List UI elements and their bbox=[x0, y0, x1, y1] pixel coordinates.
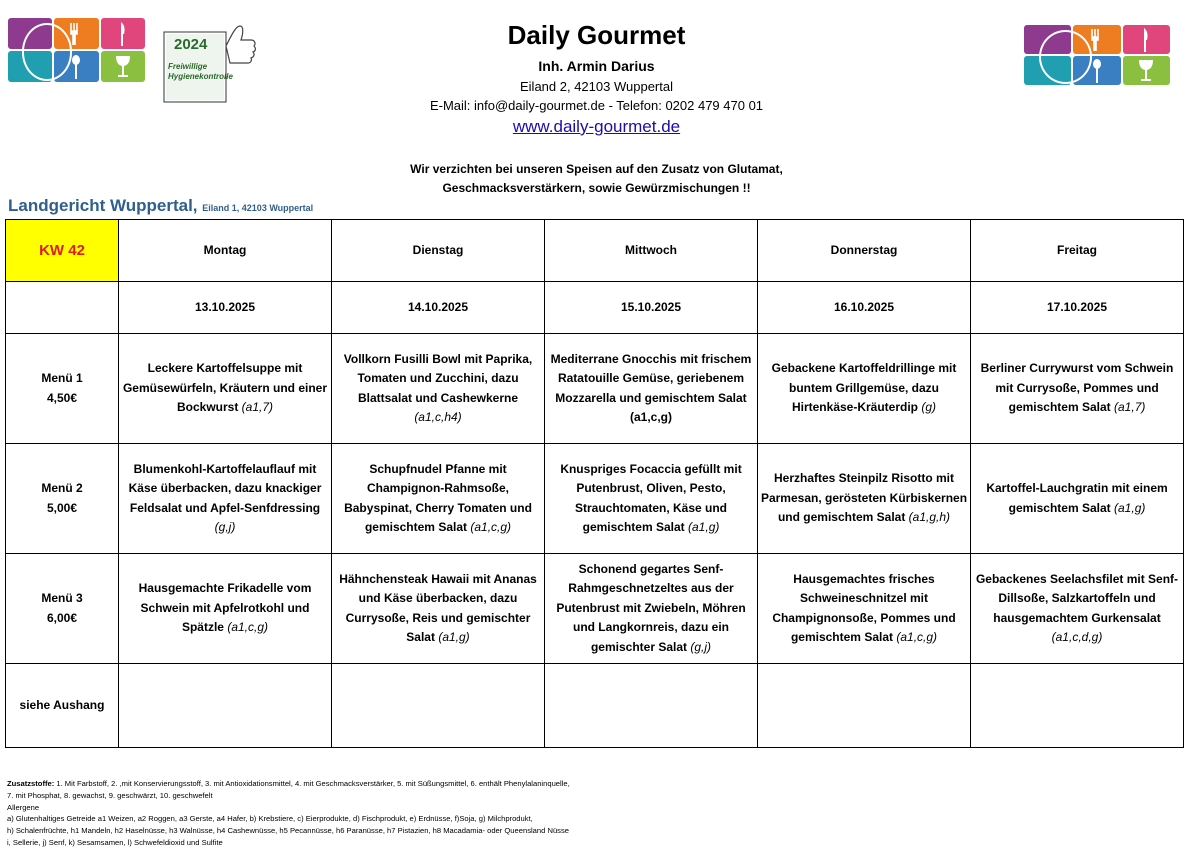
date-cell: 14.10.2025 bbox=[332, 282, 545, 334]
additives-line-2: 7. mit Phosphat, 8. gewachst, 9. geschwärzt, 10. geschwefelt bbox=[7, 790, 213, 800]
dish-text: Hähnchensteak Hawaii mit Ananas und Käse überbacken, dazu Currysoße, Reis und gemischter Salat bbox=[339, 571, 537, 644]
dish-allergens: (a1,c,g) bbox=[896, 630, 938, 644]
menu-name: Menü 1 bbox=[41, 371, 83, 385]
date-cell: 13.10.2025 bbox=[119, 282, 332, 334]
dish-allergens: (a1,c,g) bbox=[227, 620, 269, 635]
dish-text: Gebackene Kartoffeldrillinge mit buntem Grillgemüse, dazu Hirtenkäse-Kräuterdip bbox=[771, 361, 957, 415]
dish-allergens: (g) bbox=[921, 400, 937, 415]
dish-allergens: (a1,c,h4) bbox=[414, 410, 462, 424]
notice-line-1: Wir verzichten bei unseren Speisen auf den Zusatz von Glutamat, bbox=[410, 162, 783, 176]
dish-text: Hausgemachte Frikadelle vom Schwein mit Apfelrotkohl und Spätzle bbox=[138, 581, 312, 635]
allergens-line-2: h) Schalenfrüchte, h1 Mandeln, h2 Haselnüsse, h3 Walnüsse, h4 Cashewnüsse, h5 Pecannüsse, h6 Paranüsse, h7 Pistazien, h8 Macadamia- oder Queensland Nüsse bbox=[7, 826, 569, 836]
menu-price: 6,00€ bbox=[46, 610, 78, 625]
dish-text: Mediterrane Gnocchis mit frischem Ratatouille Gemüse, geriebenem Mozzarella und gemischtem Salat (a1,c,g) bbox=[550, 351, 752, 424]
dish-cell bbox=[119, 334, 332, 444]
dish-cell bbox=[332, 554, 545, 664]
badge-text-1: Freiwillige bbox=[168, 62, 208, 71]
dish-allergens: (a1,c,d,g) bbox=[1051, 630, 1103, 644]
date-cell: 15.10.2025 bbox=[545, 282, 758, 334]
empty-cell bbox=[119, 664, 332, 748]
dish-allergens: (g,j) bbox=[214, 520, 236, 534]
dish-allergens: (a1,7) bbox=[241, 400, 274, 415]
location bbox=[8, 196, 313, 216]
week-number: KW 42 bbox=[6, 220, 119, 282]
dish-text: Gebackenes Seelachsfilet mit Senf-Dillsoße, Salzkartoffeln und hausgemachtem Gurkensalat bbox=[975, 571, 1179, 625]
empty-cell bbox=[971, 664, 1184, 748]
day-header: Freitag bbox=[971, 220, 1184, 282]
date-row bbox=[6, 282, 1184, 334]
contact-info: E-Mail: info@daily-gourmet.de - Telefon: 0202 479 470 01 bbox=[429, 98, 764, 113]
website-link[interactable]: www.daily-gourmet.de bbox=[512, 117, 681, 136]
dish-cell bbox=[332, 444, 545, 554]
day-header: Donnerstag bbox=[758, 220, 971, 282]
allergens-line-1: a) Glutenhaltiges Getreide a1 Weizen, a2 Roggen, a3 Gerste, a4 Hafer, b) Krebstiere, c) Eierprodukte, d) Fischprodukt, e) Erdnüsse, f)Soja, g) Milchprodukt, bbox=[7, 814, 533, 824]
dish-text: Leckere Kartoffelsuppe mit Gemüsewürfeln, Kräutern und einer Bockwurst bbox=[122, 361, 328, 415]
dish-allergens: (a1,g) bbox=[688, 520, 720, 534]
empty-cell bbox=[6, 282, 119, 334]
dish-cell bbox=[545, 444, 758, 554]
dish-allergens: (a1,g) bbox=[1114, 500, 1146, 515]
empty-cell bbox=[758, 664, 971, 748]
additives-text: 1. Mit Farbstoff, 2. ,mit Konservierungsstoff, 3. mit Antioxidationsmittel, 4. mit Geschmacksverstärker, 5. mit Süßungsmittel, 6. enthält Phenylalaninquelle, bbox=[54, 779, 570, 788]
dish-text: Knuspriges Focaccia gefüllt mit Putenbrust, Oliven, Pesto, Strauchtomaten, Käse und gemischtem Salat bbox=[560, 461, 742, 534]
badge-text-2: Hygienekontrolle bbox=[168, 72, 233, 81]
dish-cell bbox=[758, 334, 971, 444]
dish-allergens: (g,j) bbox=[690, 639, 712, 654]
dish-cell bbox=[119, 444, 332, 554]
company-address: Eiland 2, 42103 Wuppertal bbox=[520, 79, 673, 94]
menu-row-3 bbox=[6, 554, 1184, 664]
dish-allergens: (a1,g) bbox=[438, 630, 470, 644]
location-address: Eiland 1, 42103 Wuppertal bbox=[202, 203, 314, 213]
menu-price: 4,50€ bbox=[46, 390, 78, 405]
notice bbox=[0, 160, 1193, 198]
day-header: Dienstag bbox=[332, 220, 545, 282]
footnotes bbox=[7, 778, 1177, 849]
notice-line-2: Geschmacksverstärkern, sowie Gewürzmischungen !! bbox=[442, 181, 751, 195]
dish-allergens: (a1,c,g) bbox=[470, 520, 512, 534]
dish-cell bbox=[971, 444, 1184, 554]
empty-cell bbox=[545, 664, 758, 748]
date-cell: 17.10.2025 bbox=[971, 282, 1184, 334]
menu-price: 5,00€ bbox=[46, 500, 78, 515]
day-header: Mittwoch bbox=[545, 220, 758, 282]
extra-row-label: siehe Aushang bbox=[6, 664, 119, 748]
dish-text: Blumenkohl-Kartoffelauflauf mit Käse überbacken, dazu knackiger Feldsalat und Apfel-Senfdressing bbox=[128, 461, 322, 515]
menu-label bbox=[6, 334, 119, 444]
dish-text: Kartoffel-Lauchgratin mit einem gemischtem Salat bbox=[986, 481, 1168, 515]
dish-cell bbox=[758, 444, 971, 554]
day-header: Montag bbox=[119, 220, 332, 282]
menu-name: Menü 3 bbox=[41, 591, 83, 605]
dish-cell bbox=[119, 554, 332, 664]
menu-plan-table bbox=[5, 219, 1184, 748]
menu-row-1 bbox=[6, 334, 1184, 444]
location-name: Landgericht Wuppertal, bbox=[8, 196, 198, 215]
dish-cell bbox=[971, 554, 1184, 664]
dish-cell bbox=[545, 554, 758, 664]
allergens-line-3: i, Sellerie, j) Senf, k) Sesamsamen, l) Schwefeldioxid und Sulfite bbox=[7, 837, 223, 847]
menu-label bbox=[6, 444, 119, 554]
company-name: Daily Gourmet bbox=[507, 20, 686, 50]
dish-text: Hausgemachtes frisches Schweineschnitzel mit Champignonsoße, Pommes und gemischtem Salat bbox=[772, 571, 956, 644]
dish-text: Berliner Currywurst vom Schwein mit Currysoße, Pommes und gemischtem Salat bbox=[980, 361, 1174, 415]
allergens-label: Allergene bbox=[7, 802, 40, 812]
empty-cell bbox=[332, 664, 545, 748]
menu-label bbox=[6, 554, 119, 664]
dish-cell bbox=[971, 334, 1184, 444]
dish-allergens: (a1,7) bbox=[1114, 400, 1146, 415]
additives-line-1 bbox=[7, 778, 1177, 790]
menu-row-2 bbox=[6, 444, 1184, 554]
extra-row bbox=[6, 664, 1184, 748]
dish-text: Herzhaftes Steinpilz Risotto mit Parmesan, gerösteten Kürbiskernen und gemischtem Salat bbox=[760, 471, 968, 525]
date-cell: 16.10.2025 bbox=[758, 282, 971, 334]
dish-text: Vollkorn Fusilli Bowl mit Paprika, Tomaten und Zucchini, dazu Blattsalat und Cashewkerne bbox=[343, 351, 533, 405]
dish-cell bbox=[545, 334, 758, 444]
badge-year: 2024 bbox=[174, 36, 208, 53]
additives-label: Zusatzstoffe: bbox=[7, 779, 55, 788]
dish-text: Schupfnudel Pfanne mit Champignon-Rahmsoße, Babyspinat, Cherry Tomaten und gemischtem Salat bbox=[344, 461, 532, 534]
dish-text: Schonend gegartes Senf-Rahmgeschnetzeltes aus der Putenbrust mit Zwiebeln, Möhren und Langkornreis, dazu ein gemischter Salat bbox=[556, 561, 746, 654]
menu-name: Menü 2 bbox=[41, 481, 83, 495]
dish-cell bbox=[758, 554, 971, 664]
header-row bbox=[6, 220, 1184, 282]
dish-cell bbox=[332, 334, 545, 444]
dish-allergens: (a1,g,h) bbox=[908, 510, 951, 525]
owner-name: Inh. Armin Darius bbox=[538, 58, 655, 74]
